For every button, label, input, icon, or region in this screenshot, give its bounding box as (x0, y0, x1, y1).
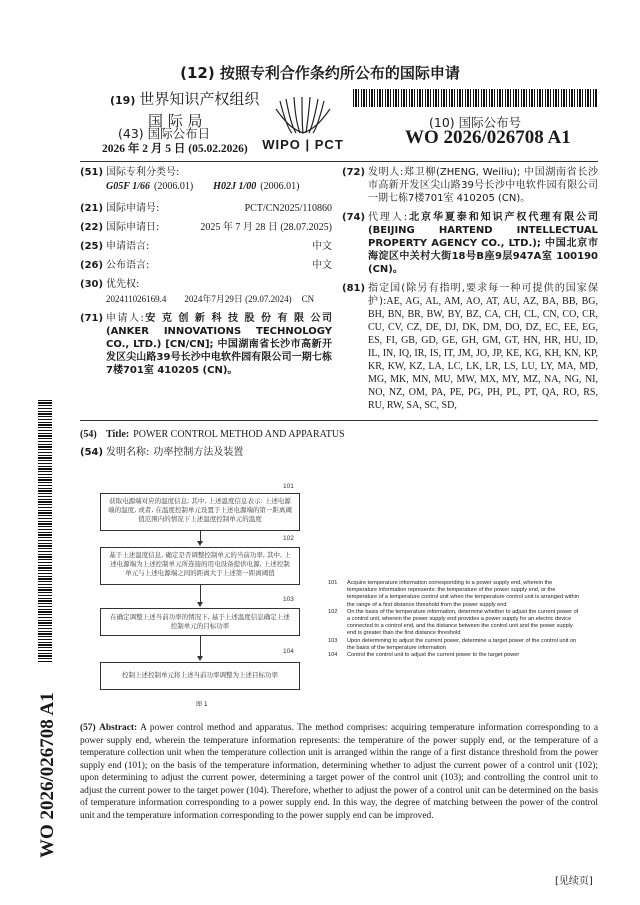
figure-label: 图 1 (196, 701, 208, 708)
field-label: 申请语言: (106, 241, 150, 252)
field-25 (80, 240, 332, 253)
agent-text: 北京华夏泰和知识产权代理有限公司(BEIJING HARTEND INTELLECTUAL PROPERTY AGENCY CO., LTD.); 中国北京市海淀区中关村大街18号B座9层947A室 100190 (CN)。 (368, 212, 598, 275)
designated-states: AE, AG, AL, AM, AO, AT, AU, AZ, BA, BB, BG, BH, BN, BR, BW, BY, BZ, CA, CH, CL, CN, CO, CR, CU, CV, CZ, DE, DJ, DK, DM, DO, DZ, EC, EE, EG, ES, FI, GB, GD, GE, GH, GM, GT, HN, HR, HU, ID, IL, IN, IQ, IR, IS, IT, JM, JO, JP, KE, KG, KH, KN, KP, KR, KW, KZ, LA, LC, LK, LR, LS, LU, LY, MA, MD, MG, MK, MN, MU, MW, MX, MY, MZ, NA, NG, NI, NO, NZ, OM, PA, PE, PG, PH, PL, PT, QA, RO, RS, RU, RW, SA, SC, SD, (368, 296, 598, 411)
field-label: 指定国(除另有指明,要求每一种可提供的国家保护): (368, 283, 598, 307)
field-74 (342, 211, 598, 276)
field-number: (22) (80, 222, 104, 233)
biblio-divider (80, 420, 598, 421)
field-label: 公布语言: (106, 260, 150, 271)
publication-number: WO 2026/026708 A1 (405, 127, 571, 148)
flowchart-step (100, 662, 300, 690)
legend-number: 101 (328, 580, 338, 586)
document-type-heading: (12) 按照专利合作条约所公布的国际申请 (180, 64, 460, 82)
legend-number: 103 (328, 637, 338, 644)
left-bibliographic-column (80, 166, 332, 377)
field-21 (80, 202, 332, 215)
wipo-logo-text: WIPO | PCT (262, 137, 344, 152)
arrow-head-icon (197, 541, 203, 546)
header-divider (80, 161, 598, 162)
legend-number: 104 (328, 652, 338, 659)
legend-item (328, 638, 582, 652)
priority-date: 2024年7月29日 (29.07.2024) (184, 294, 292, 304)
flowchart-step (100, 547, 300, 585)
right-bibliographic-column (342, 166, 598, 412)
title-text: 功率控制方法及装置 (153, 447, 244, 458)
classification-code: H02J 1/00 (213, 181, 257, 192)
abstract-number: (57) (80, 723, 96, 733)
field-label: 发明人: (368, 167, 404, 178)
field-72 (342, 166, 598, 205)
field-51 (80, 166, 332, 179)
title-english (80, 428, 598, 441)
legend-item (328, 652, 582, 659)
wipo-logo (262, 95, 344, 155)
abstract (80, 722, 598, 822)
step-number: 104 (283, 648, 294, 655)
field-number: (54) (80, 429, 97, 440)
step-number: 102 (283, 535, 294, 542)
org-prefix: (19) (110, 94, 136, 107)
org-name: 世界知识产权组织 (139, 90, 260, 108)
legend-number: 102 (328, 608, 338, 615)
flow-arrow (200, 585, 201, 604)
abstract-label: Abstract: (99, 723, 138, 733)
legend-text: Acquire temperature information corresponding to a power supply end, wherein the temperature information represents: the temperature of the power supply end, or the temperature of a temperature control unit when the temperature control unit is arranged within the range of a first distance threshold from the power supply end (347, 580, 579, 608)
field-value: PCT/CN2025/110860 (244, 203, 332, 214)
field-label: 代理人: (368, 212, 408, 223)
publication-date-label: (43) 国际公布日 (118, 126, 211, 141)
flow-arrow (200, 636, 201, 658)
classification-date: (2006.01) (260, 181, 300, 192)
field-26 (80, 259, 332, 272)
arrow-head-icon (197, 656, 203, 661)
title-label: Title: (106, 429, 130, 440)
field-value: 中文 (312, 260, 332, 271)
step-text: 在确定调整上述当前功率的情况下, 基于上述温度信息确定上述控制单元的目标功率 (110, 613, 290, 630)
flowchart-step (100, 493, 300, 531)
priority-country: CN (301, 294, 315, 304)
field-label: 国际专利分类号: (106, 167, 180, 178)
legend-item (328, 580, 582, 609)
field-81 (342, 282, 598, 412)
priority-values (80, 293, 332, 306)
field-71 (80, 312, 332, 377)
step-number: 103 (283, 596, 294, 603)
legend-text: Upon determining to adjust the current power, determine a target power of the control unit on the basis of the temperature information (347, 637, 577, 651)
title-text: POWER CONTROL METHOD AND APPARATUS (133, 429, 345, 440)
step-text: 基于上述温度信息, 确定是否调整控制单元的当前功率, 其中, 上述电源端为上述控制单元所连接的用电设备提供电源, 上述控制单元与上述电源端之间的距离大于上述第一距离阈值 (109, 551, 291, 577)
field-number: (21) (80, 203, 104, 214)
step-text: 获取电源端对应的温度信息; 其中, 上述温度信息表示: 上述电源端的温度, 或者, 在温度控制单元设置于上述电源端的第一距离阈值范围内的情况下上述温度控制单元的温度 (108, 497, 292, 523)
bureau-name: 国 际 局 (148, 112, 203, 130)
field-label: 国际申请号: (106, 203, 160, 214)
classification-code: G05F 1/66 (106, 181, 150, 192)
priority-app-number: 202411026169.4 (106, 294, 167, 304)
field-number: (26) (80, 260, 104, 271)
legend-item (328, 609, 582, 638)
barcode-side (38, 400, 52, 662)
field-number: (25) (80, 241, 104, 252)
figure-legend (328, 580, 582, 659)
field-label: 申请人: (106, 313, 144, 324)
step-text: 控制上述控制单元将上述当前功率调整为上述目标功率 (122, 671, 278, 679)
flow-arrow (200, 531, 201, 543)
classification-values (106, 180, 332, 193)
field-22 (80, 221, 332, 234)
continued-note: [见续页] (555, 876, 593, 887)
classification-date: (2006.01) (154, 181, 194, 192)
legend-text: Control the control unit to adjust the current power to the target power (347, 652, 520, 659)
title-label: 发明名称: (106, 447, 150, 458)
field-number: (71) (80, 313, 104, 324)
field-number: (74) (342, 212, 366, 223)
field-number: (72) (342, 167, 366, 178)
field-number: (81) (342, 283, 366, 294)
field-value: 2025 年 7 月 28 日 (28.07.2025) (200, 222, 332, 233)
abstract-text: A power control method and apparatus. The method comprises: acquiring temperature information corresponding to a power supply end, wherein the temperature information represents: the temperature of the power supply end, or the temperature of a temperature collection unit when the temperature collection unit is arranged within the range of a first distance threshold from the power supply end (101); on the basis of the temperature information, determining whether to adjust the current power of a control unit (102); upon determining to adjust the current power, determining a target power of the control unit (103); and controlling the control unit to adjust the current power to the target power (104). Therefore, whether to adjust the power of a control unit can be determined on the basis of temperature information corresponding to a power supply end. In this way, the degree of matching between the power of the control unit and the temperature information corresponding to the power supply end can be improved. (80, 723, 599, 821)
barcode-top (353, 89, 598, 107)
field-number: (54) (80, 447, 104, 458)
field-30 (80, 278, 332, 291)
inventor-text: 郑卫柳(ZHENG, Weiliu); 中国湖南省长沙市高新开发区尖山路39号长沙中电软件园有限公司一期七栋7楼701室 410205 (CN)。 (368, 167, 598, 204)
field-number: (30) (80, 279, 104, 290)
title-chinese (80, 446, 598, 459)
side-publication-number: WO 2026/026708 A1 (37, 692, 58, 858)
field-label: 优先权: (106, 279, 140, 290)
field-value: 中文 (312, 241, 332, 252)
field-label: 国际申请日: (106, 222, 160, 233)
field-number: (51) (80, 167, 104, 178)
applicant-text: 安 克 创 新 科 技 股 份 有 限 公司(ANKER INNOVATIONS TECHNOLOGY CO., LTD.) [CN/CN]; 中国湖南省长沙市高新开发区尖山路39号长沙中电软件园有限公司一期七栋7楼701室 410205 (CN)。 (106, 313, 332, 376)
step-number: 101 (283, 483, 294, 490)
flowchart-step (100, 608, 300, 636)
arrow-head-icon (197, 602, 203, 607)
legend-text: On the basis of the temperature information, determine whether to adjust the current power of a control unit, wherein the power supply end provides a power supply for an electric device connected to a control end, and the distance between the control unit and the power supply end is greater than the first distance threshold (347, 608, 579, 637)
publication-number-label: (10) 国际公布号 (429, 115, 522, 130)
publication-date: 2026 年 2 月 5 日 (05.02.2026) (102, 143, 248, 155)
